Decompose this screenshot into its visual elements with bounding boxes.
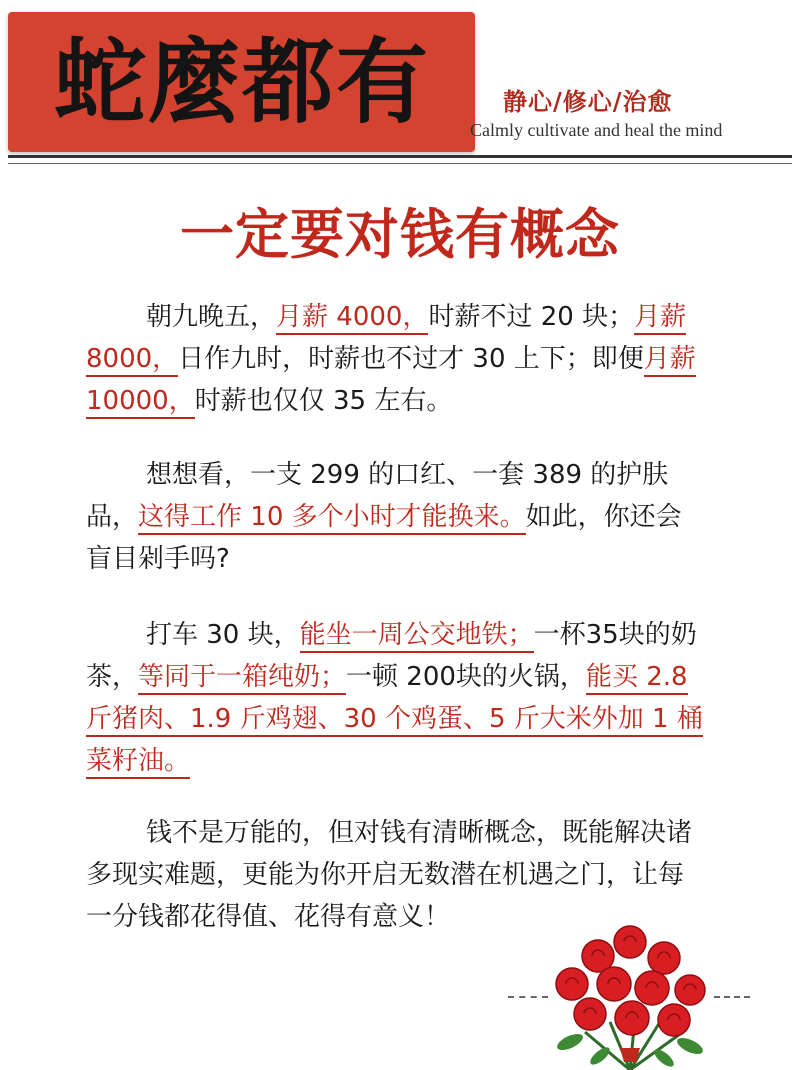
paragraph-lipstick xyxy=(86,454,706,580)
text: 一顿 200块的火锅， xyxy=(346,662,586,692)
text: 朝九晚五， xyxy=(146,302,277,332)
text: 如此，你还会盲目剁手吗? xyxy=(86,502,682,574)
text: 想想看，一支 299 的口红、一套 389 的护肤品， xyxy=(86,460,669,532)
rose-bouquet-icon xyxy=(540,922,720,1070)
highlight: 月薪 4000， xyxy=(276,302,428,335)
highlight: 这得工作 10 多个小时才能换来。 xyxy=(138,502,526,535)
text: 打车 30 块， xyxy=(146,620,300,650)
paragraph-expenses xyxy=(86,614,706,782)
page-title: 一定要对钱有概念 xyxy=(180,202,620,266)
text: 时薪也仅仅 35 左右。 xyxy=(194,386,453,416)
text: 时薪不过 20 块； xyxy=(428,302,635,332)
text: 钱不是万能的，但对钱有清晰概念，既能解决诸多现实难题，更能为你开启无数潜在机遇之门，让每一分钱都花得值、花得有意义！ xyxy=(86,818,693,932)
highlight: 能坐一周公交地铁； xyxy=(300,620,534,653)
text: 一杯35块的奶茶， xyxy=(86,620,697,692)
highlight: 月薪 10000， xyxy=(86,344,696,419)
header-divider-thick xyxy=(8,155,792,158)
slogan: 静心/修心/治愈 xyxy=(503,87,673,116)
highlight: 能买 2.8斤猪肉、1.9 斤鸡翅、30 个鸡蛋、5 斤大米外加 1 桶菜籽油。 xyxy=(86,662,703,779)
logo-banner xyxy=(8,12,475,152)
text: 日作九时，时薪也不过才 30 上下；即便 xyxy=(178,344,644,374)
highlight: 等同于一箱纯奶； xyxy=(138,662,346,695)
paragraph-salary xyxy=(86,296,706,422)
paragraph-conclusion xyxy=(86,812,706,938)
header-divider-thin xyxy=(8,163,792,164)
slogan-english: Calmly cultivate and heal the mind xyxy=(470,120,723,140)
logo-text: 蛇麼都有 xyxy=(53,28,430,136)
highlight: 月薪 8000， xyxy=(86,302,686,377)
